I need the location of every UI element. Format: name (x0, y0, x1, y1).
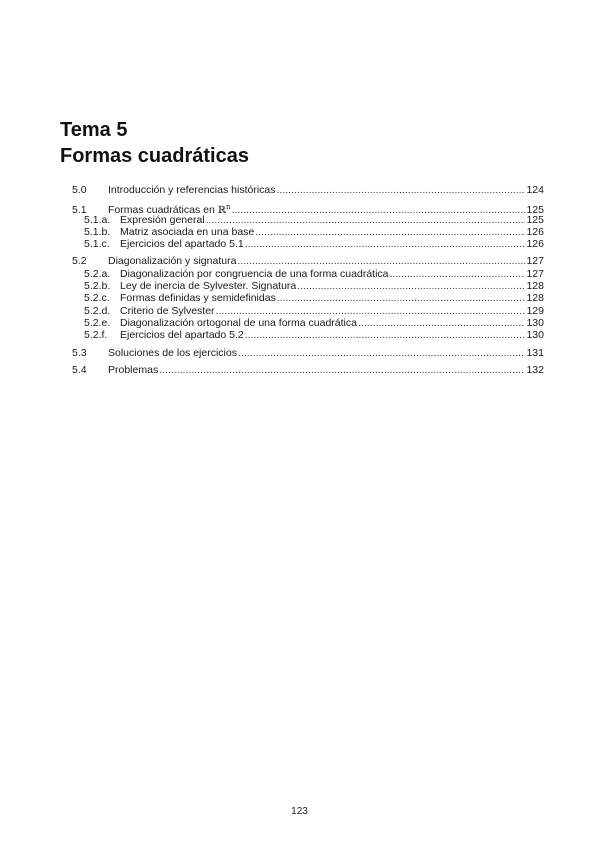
toc-label: Ley de inercia de Sylvester. Signatura (120, 280, 297, 293)
toc-number: 5.1 (72, 204, 87, 217)
toc-number: 5.2.b. (84, 280, 111, 293)
dot-leader (277, 184, 526, 196)
toc-page: 128 (526, 280, 544, 293)
toc-page: 125 (526, 204, 544, 217)
toc-entry-5-1-b[interactable] (72, 226, 544, 238)
toc-page: 128 (526, 292, 544, 305)
toc-label: Formas definidas y semidefinidas (120, 292, 276, 305)
toc-label: Soluciones de los ejercicios (108, 346, 237, 359)
toc-number: 5.0 (72, 184, 87, 196)
dot-leader (238, 347, 525, 359)
toc-label: Matriz asociada en una base (120, 225, 255, 238)
table-of-contents (72, 184, 544, 376)
toc-entry-5-2[interactable] (72, 255, 544, 267)
toc-entry-5-2-e[interactable] (72, 317, 544, 329)
dot-leader (390, 268, 526, 280)
toc-number: 5.4 (72, 363, 87, 376)
toc-page: 126 (526, 238, 544, 251)
toc-entry-5-2-d[interactable] (72, 305, 544, 317)
toc-page: 127 (526, 255, 544, 268)
toc-page: 130 (526, 316, 544, 329)
toc-entry-5-1-c[interactable] (72, 238, 544, 250)
toc-page: 126 (526, 225, 544, 238)
toc-number: 5.2 (72, 255, 87, 268)
toc-page: 130 (526, 329, 544, 342)
dot-leader (237, 255, 525, 267)
chapter-number: Tema 5 (60, 119, 128, 141)
toc-label: Diagonalización ortogonal de una forma cuadrática (120, 316, 357, 329)
page-number: 123 (291, 806, 308, 817)
toc-label: Expresión general (120, 213, 205, 226)
toc-label: Problemas (108, 363, 159, 376)
toc-entry-5-2-b[interactable] (72, 280, 544, 292)
toc-label: Ejercicios del apartado 5.2 (120, 329, 244, 342)
real-space-symbol: ℝ$^n$ (217, 203, 231, 217)
toc-label: Formas cuadráticas en ℝ$^n$ (108, 203, 231, 217)
dot-leader (358, 317, 525, 329)
toc-number: 5.1.c. (84, 238, 110, 251)
toc-number: 5.2.c. (84, 292, 110, 305)
toc-page: 132 (526, 363, 544, 376)
toc-number: 5.2.f. (84, 329, 108, 342)
toc-entry-5-1-a[interactable] (72, 214, 544, 226)
toc-number: 5.1.a. (84, 213, 111, 226)
dot-leader (245, 238, 526, 250)
toc-entry-5-1[interactable] (72, 201, 544, 217)
toc-page: 127 (526, 267, 544, 280)
toc-number: 5.1.b. (84, 225, 111, 238)
toc-label: Introducción y referencias históricas (108, 184, 276, 196)
toc-entry-5-2-c[interactable] (72, 292, 544, 304)
toc-number: 5.2.e. (84, 316, 111, 329)
toc-entry-5-2-a[interactable] (72, 268, 544, 280)
toc-entry-5-3[interactable] (72, 347, 544, 359)
toc-page: 131 (526, 346, 544, 359)
toc-number: 5.2.d. (84, 304, 111, 317)
dot-leader (255, 226, 525, 238)
dot-leader (159, 364, 525, 376)
toc-entry-5-4[interactable] (72, 364, 544, 376)
chapter-name: Formas cuadráticas (60, 145, 249, 167)
toc-label: Criterio de Sylvester (120, 304, 215, 317)
dot-leader (216, 305, 526, 317)
toc-page: 129 (526, 304, 544, 317)
toc-label: Diagonalización y signatura (108, 255, 237, 268)
toc-entry-5-2-f[interactable] (72, 329, 544, 341)
toc-label: Ejercicios del apartado 5.1 (120, 238, 244, 251)
chapter-title (60, 117, 249, 169)
dot-leader (206, 214, 526, 226)
dot-leader (277, 292, 526, 304)
dot-leader (297, 280, 525, 292)
toc-number: 5.3 (72, 346, 87, 359)
toc-number: 5.2.a. (84, 267, 111, 280)
toc-entry-5-0[interactable] (72, 184, 544, 196)
toc-page: 124 (526, 184, 544, 196)
dot-leader (245, 329, 526, 341)
toc-page: 125 (526, 213, 544, 226)
toc-label: Diagonalización por congruencia de una forma cuadrática (120, 267, 389, 280)
